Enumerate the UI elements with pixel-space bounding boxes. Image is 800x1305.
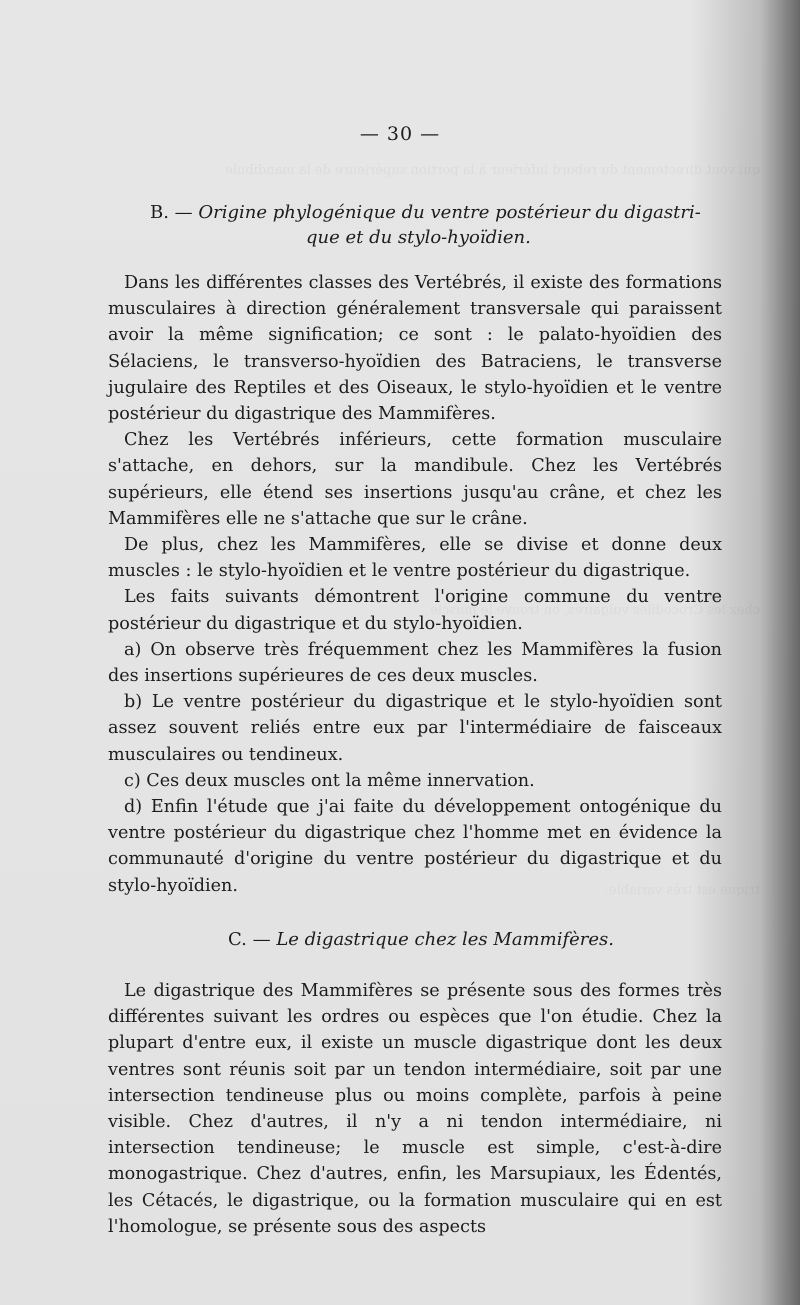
paragraph: De plus, chez les Mammifères, elle se divise et donne deux muscles : le stylo-hyoïdien et le ventre postérieur du digastrique. xyxy=(108,535,722,582)
paragraph: d) Enfin l'étude que j'ai faite du développement ontogénique du ventre postérieur du digastrique chez l'homme met en évidence la communauté d'origine du ventre postérieur du digastrique et du stylo-hyoïdien. xyxy=(108,797,722,896)
paragraph: c) Ces deux muscles ont la même innervation. xyxy=(124,770,535,791)
section-c-label: C. — xyxy=(228,929,271,950)
section-b-heading xyxy=(150,200,710,250)
paragraph: Le digastrique des Mammifères se présente sous des formes très différentes suivant les ordres ou espèces que l'on étudie. Chez la plupart d'entre eux, il existe un muscle digastrique dont les deux ventres sont réunis soit par un tendon intermédiaire, soit par une intersection tendineuse plus ou moins complète, parfois à peine visible. Chez d'autres, il n'y a ni tendon intermédiaire, ni intersection tendineuse; le muscle est simple, c'est-à-dire monogastrique. Chez d'autres, enfin, les Marsupiaux, les Édentés, les Cétacés, le digastrique, ou la formation musculaire qui en est l'homologue, se présente sous des aspects xyxy=(108,981,722,1237)
section-b-title-line2: que et du stylo-hyoïdien. xyxy=(306,227,531,248)
paragraph: a) On observe très fréquemment chez les Mammifères la fusion des insertions supérieures de ces deux muscles. xyxy=(108,639,722,687)
section-c-body xyxy=(108,978,722,1240)
paragraph: Dans les différentes classes des Vertébrés, il existe des formations musculaires à direction généralement transversale qui paraissent avoir la même signification; ce sont : le palato-hyoïdien des Sélaciens, le transverso-hyoïdien des Batraciens, le transverse jugulaire des Reptiles et des Oiseaux, le stylo-hyoïdien et le ventre postérieur du digastrique des Mammifères. xyxy=(108,273,722,425)
section-c-title: Le digastrique chez les Mammifères. xyxy=(276,929,614,950)
bleed-through-text xyxy=(100,160,760,181)
section-b-body xyxy=(108,270,722,899)
paragraph: b) Le ventre postérieur du digastrique et le stylo-hyoïdien sont assez souvent reliés entre eux par l'intermédiaire de faisceaux musculaires ou tendineux. xyxy=(108,692,722,765)
paragraph: Chez les Vertébrés inférieurs, cette formation musculaire s'attache, en dehors, sur la mandibule. Chez les Vertébrés supérieurs, elle étend ses insertions jusqu'au crâne, et chez les Mammifères elle ne s'attache que sur le crâne. xyxy=(108,430,722,529)
paragraph: Les faits suivants démontrent l'origine commune du ventre postérieur du digastrique et du stylo-hyoïdien. xyxy=(108,587,722,634)
page-number: — 30 — xyxy=(359,123,441,145)
section-b-label: B. — xyxy=(150,202,193,223)
section-c-heading xyxy=(228,927,708,952)
section-b-title-line1: Origine phylogénique du ventre postérieur du digastri- xyxy=(198,202,701,223)
